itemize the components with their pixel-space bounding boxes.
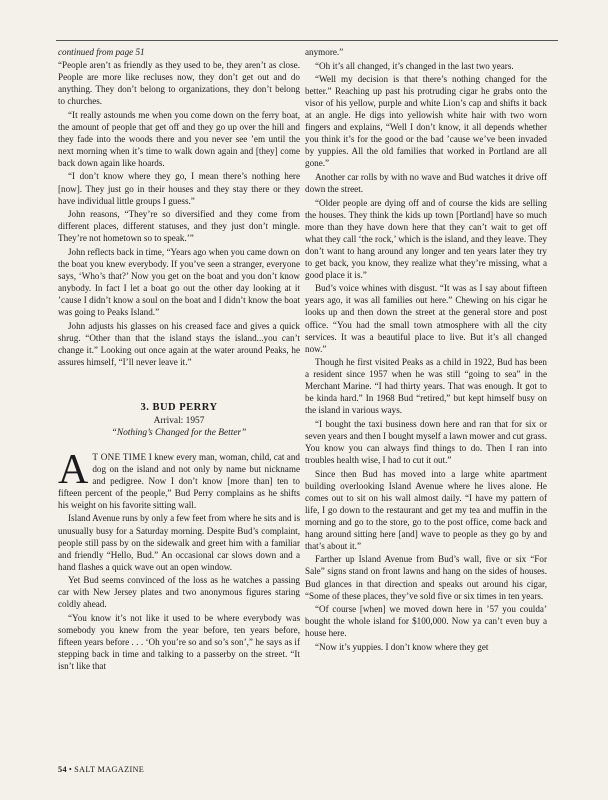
footer-bullet: • bbox=[68, 765, 73, 774]
page-number: 54 bbox=[58, 765, 67, 774]
paragraph: “People aren’t as friendly as they used to be, they aren’t as close. People are more like recluses now, they don’t get out and do anything. They don’t belong to organizations, they don’t belong to churches. bbox=[58, 60, 300, 107]
page-footer bbox=[58, 765, 144, 774]
intro-text: I knew every man, woman, child, cat and dog on the island and not only by name but nickname and pedigree. Now I don’t know [more than] ten to fifteen percent of the people,” Bud Perry complains as he shifts his weight on his favorite sitting wall. bbox=[58, 451, 300, 510]
paragraph: John adjusts his glasses on his creased face and gives a quick shrug. “Other than that the island stays the island...you can’t change it.” Looking out once again at the water around Peaks, he assures himself, “I’ll never leave it.” bbox=[58, 320, 300, 367]
paragraph: John reasons, “They’re so diversified and they come from different places, different statuses, and they just don’t mingle. They’re not hometown so to speak.’” bbox=[58, 209, 300, 244]
paragraph: Island Avenue runs by only a few feet from where he sits and is unusually busy for a Saturday morning. Despite Bud’s complaint, people still pass by on the sidewalk and greet him with a familiar and friendly “Hello, Bud.” An occasional car slows down and a hand flashes a quick wave out an open window. bbox=[58, 513, 300, 572]
paragraph: “I bought the taxi business down here and ran that for six or seven years and then I bought myself a lawn mower and cut grass. You know you can always find things to do. Then I ran into troubles health wise, I had to cut it out.” bbox=[305, 418, 547, 466]
intro-smallcaps: T ONE TIME bbox=[92, 451, 147, 462]
paragraph: “Well my decision is that there’s nothing changed for the better.” Reaching up past his protruding cigar he grabs onto the visor of his yellow, purple and white Lion’s cap and shifts it back at an angle. He digs into yellowish white hair with two worn fingers and explains, “Well I don’t know, it all depends whether you think it’s for the good or the bad ’cause we’ve been invaded by yuppies. All the old families that worked in Portland are all gone.” bbox=[305, 74, 547, 169]
right-column bbox=[305, 46, 547, 654]
paragraph: “It really astounds me when you come down on the ferry boat, the amount of people that get off and they go up over the hill and they fade into the woods there and you never see ’em until the next morning when it’s time to walk down again and [they] come back down again like hoards. bbox=[58, 109, 300, 168]
paragraph: John reflects back in time, “Years ago when you came down on the boat you knew everybody. If you’ve seen a stranger, everyone says, ‘Who’s that?’ Now you get on the boat and you don’t know anybody. In fact I let a boat go out the other day looking at it ’cause I didn’t know a soul on the boat and I didn’t know the boat was going to Peaks Island.” bbox=[58, 246, 300, 317]
paragraph: “You know it’s not like it used to be where everybody was somebody you knew from the year before, ten years before, fifteen years before . . . ‘Oh you’re so and so’s son’,” he says as if stepping back in time and talking to a passerby on the street. “It isn’t like that bbox=[58, 612, 300, 672]
paragraph: “Older people are dying off and of course the kids are selling the houses. They think the kids up town [Portland] have so much more than they have down here that they can’t wait to get off what they call ‘the rock,’ which is the island, and they leave. They don’t want to hang around any longer and ten years later they try to get back, you know, they realize what they’re missing, what a good place it is.” bbox=[305, 197, 547, 280]
section-arrival: Arrival: 1957 bbox=[153, 415, 205, 426]
paragraph: Since then Bud has moved into a large white apartment building overlooking Island Avenue where he lives alone. He comes out to sit on his wall almost daily. “I have my pattern of life, I go down to the restaurant and get my tea and muffin in the morning and go to the store, go to the post office, come back and hang around sitting here [and] wave to people as they go by and that’s about it.” bbox=[305, 468, 547, 551]
paragraph: Yet Bud seems convinced of the loss as he watches a passing car with New Jersey plates and two anonymous figures staring coldly ahead. bbox=[58, 575, 300, 610]
paragraph: “Now it’s yuppies. I don’t know where they get bbox=[315, 641, 489, 652]
paragraph: “Of course [when] we moved down here in ’57 you coulda’ bought the whole island for $100,000. Now ya can’t even buy a house here. bbox=[305, 604, 547, 639]
section-name: 3. BUD PERRY bbox=[140, 401, 218, 413]
paragraph: Bud’s voice whines with disgust. “It was as I say about fifteen years ago, it was all families out here.” Chewing on his cigar he looks up and then down the street at the general store and post office. “You had the small town atmosphere with all the city services. It was a beautiful place to live. But it’s all changed now.” bbox=[305, 283, 547, 354]
paragraph: “I don’t know where they go, I mean there’s nothing here [now]. They just go in their houses and they stay there or they have individual little groups I guess.” bbox=[58, 171, 300, 206]
section-subtitle: “Nothing’s Changed for the Better” bbox=[111, 427, 247, 438]
paragraph: anymore.” bbox=[305, 47, 344, 57]
left-column bbox=[58, 46, 300, 674]
paragraph: “Oh it’s all changed, it’s changed in the last two years. bbox=[315, 60, 514, 71]
intro-paragraph bbox=[58, 446, 300, 511]
magazine-name: SALT MAGAZINE bbox=[74, 765, 145, 774]
drop-cap: A bbox=[58, 446, 89, 493]
paragraph: Though he first visited Peaks as a child in 1922, Bud has been a resident since 1957 when he was still “going to sea” in the Merchant Marine. “I had thirty years. That was enough. It got to be kinda hard.” In 1968 Bud “retired,” but kept himself busy on the island in various ways. bbox=[305, 357, 547, 416]
paragraph: Farther up Island Avenue from Bud’s wall, five or six “For Sale” signs stand on front lawns and hang on the sides of houses. Bud glances in that direction and speaks out around his cigar, “Some of these places, they’ve sold five or six times in ten years. bbox=[305, 554, 547, 601]
paragraph: Another car rolls by with no wave and Bud watches it drive off down the street. bbox=[305, 171, 547, 195]
top-rule bbox=[56, 40, 558, 41]
section-heading bbox=[58, 401, 300, 439]
continued-note: continued from page 51 bbox=[58, 47, 145, 57]
